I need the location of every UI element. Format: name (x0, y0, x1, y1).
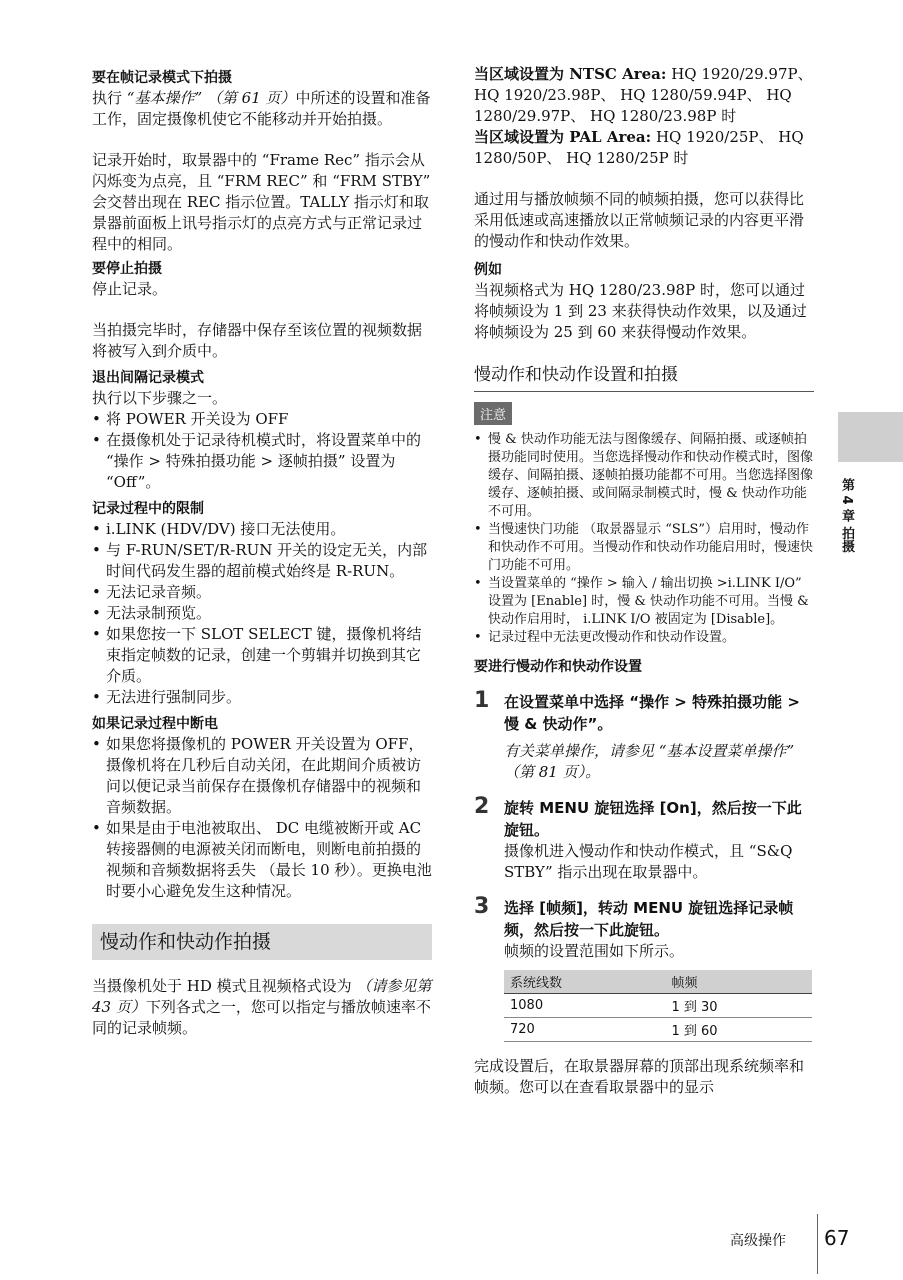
text: 执行 (92, 89, 127, 107)
step-number: 1 (474, 688, 490, 713)
paragraph: 停止记录。 (92, 280, 168, 298)
step-title: 在设置菜单中选择 “操作 > 特殊拍摄功能 > 慢 & 快动作”。 (504, 693, 800, 733)
paragraph: 记录开始时，取景器中的 “Frame Rec” 指示会从闪烁变为点亮，且 “FRM REC” 和 “FRM STBY” 会交替出现在 REC 指示位置。TALLY 指示灯和取景器前面板上讯号指示灯的点亮方式与正常记录过程中的相同。 (92, 151, 431, 253)
table-row (504, 994, 812, 1018)
bullet-list (92, 409, 432, 493)
heading: 退出间隔记录模式 (92, 370, 204, 386)
step-number: 3 (474, 894, 490, 919)
table-cell: 1080 (504, 994, 665, 1018)
page-number: 67 (824, 1226, 850, 1250)
table-cell: 1 到 30 (665, 994, 812, 1018)
bullet-list (92, 519, 432, 708)
note-item: • 记录过程中无法更改慢动作和快动作设置。 (474, 629, 814, 647)
text: 中所述的设置和准备工作，固定摄像机使它不能移动并开始拍摄。 (92, 89, 431, 128)
list-item: • 如果是由于电池被取出、 DC 电缆被断开或 AC 转接器侧的电源被关闭而断电，则断电前拍摄的视频和音频数据将丢失 （最长 10 秒）。更换电池时要小心避免发生这种情况。 (92, 818, 432, 902)
column-header: 帧频 (665, 970, 812, 994)
section-heading: 慢动作和快动作拍摄 (92, 924, 432, 960)
paragraph (92, 88, 432, 130)
table-cell: 1 到 60 (665, 1018, 812, 1042)
list-item: • 如果您按一下 SLOT SELECT 键，摄像机将结束指定帧数的记录，创建一个剪辑并切换到其它介质。 (92, 624, 432, 687)
right-column (474, 64, 814, 1098)
step-3 (474, 894, 814, 962)
step-title: 旋转 MENU 旋钮选择 [On]，然后按一下此旋钮。 (504, 799, 802, 839)
step-number: 2 (474, 794, 490, 819)
table-header-row (504, 970, 812, 994)
heading: 例如 (474, 262, 502, 278)
footer-section-label: 高级操作 (730, 1233, 786, 1249)
area-pal (474, 127, 814, 169)
step-title: 选择 [帧频]，转动 MENU 旋钮选择记录帧频，然后按一下此旋钮。 (504, 899, 794, 939)
list-item: • 如果您将摄像机的 POWER 开关设置为 OFF，摄像机将在几秒后自动关闭，在此期间介质被访问以便记录当前保存在摄像机存储器中的视频和音频数据。 (92, 734, 432, 818)
value: HQ 1920/25P、 HQ 1280/50P、 HQ 1280/25P 时 (474, 128, 804, 167)
paragraph (92, 976, 432, 1039)
link-ref: “基本操作” （第 61 页） (126, 89, 296, 107)
label: 当区域设置为 PAL Area: (474, 128, 652, 146)
note-item: • 当设置菜单的 “操作 > 输入 / 输出切换 >i.LINK I/O” 设置为 [Enable] 时，慢 & 快动作功能不可用。当慢 & 快动作启用时， i.LINK I/O 被固定为 [Disable]。 (474, 575, 814, 629)
list-item: • i.LINK (HDV/DV) 接口无法使用。 (92, 519, 432, 540)
bullet-list (92, 734, 432, 902)
column-header: 系统线数 (504, 970, 665, 994)
note-item: • 当慢速快门功能 （取景器显示 “SLS”）启用时，慢动作和快动作不可用。当慢动作和快动作功能启用时，慢速快门功能不可用。 (474, 521, 814, 575)
list-item: • 在摄像机处于记录待机模式时，将设置菜单中的 “操作 > 特殊拍摄功能 > 逐帧拍摄” 设置为 “Off”。 (92, 430, 432, 493)
chapter-label: 第 4 章 拍摄 (839, 478, 854, 553)
list-item: • 与 F-RUN/SET/R-RUN 开关的设定无关，内部时间代码发生器的超前模式始终是 R-RUN。 (92, 540, 432, 582)
step-body: 帧频的设置范围如下所示。 (504, 942, 685, 960)
step-body: 摄像机进入慢动作和快动作模式，且 “S&Q STBY” 指示出现在取景器中。 (504, 842, 793, 881)
heading: 要在帧记录模式下拍摄 (92, 70, 232, 86)
paragraph: 当视频格式为 HQ 1280/23.98P 时，您可以通过将帧频设为 1 到 23 来获得快动作效果，以及通过将帧频设为 25 到 60 来获得慢动作效果。 (474, 281, 807, 341)
heading: 如果记录过程中断电 (92, 716, 218, 732)
list-item: • 无法录制预览。 (92, 603, 432, 624)
step-1 (474, 688, 814, 783)
heading: 要停止拍摄 (92, 261, 162, 277)
list-item: • 将 POWER 开关设为 OFF (92, 409, 432, 430)
paragraph: 当拍摄完毕时，存储器中保存至该位置的视频数据将被写入到介质中。 (92, 321, 423, 360)
link-ref: （请参见第 43 页） (92, 977, 432, 1016)
paragraph: 通过用与播放帧频不同的帧频拍摄，您可以获得比采用低速或高速播放以正常帧频记录的内容更平滑的慢动作和快动作效果。 (474, 190, 805, 250)
table-row (504, 1018, 812, 1042)
paragraph: 执行以下步骤之一。 (92, 389, 228, 407)
paragraph: 完成设置后，在取景器屏幕的顶部出现系统频率和帧频。您可以在查看取景器中的显示 (474, 1057, 805, 1096)
left-column (92, 64, 432, 1039)
area-ntsc (474, 64, 814, 127)
text: 当摄像机处于 HD 模式且视频格式设为 (92, 977, 357, 995)
step-body: 有关菜单操作，请参见 “基本设置菜单操作” （第 81 页）。 (504, 742, 795, 781)
value: HQ 1920/29.97P、 HQ 1920/23.98P、 HQ 1280/59.94P、 HQ 1280/29.97P、 HQ 1280/23.98P 时 (474, 65, 813, 125)
text: 下列各式之一，您可以指定与播放帧速率不同的记录帧频。 (92, 998, 431, 1037)
label: 当区域设置为 NTSC Area: (474, 65, 667, 83)
frame-rate-table (504, 970, 812, 1042)
chapter-tab (838, 412, 903, 462)
section-heading: 慢动作和快动作设置和拍摄 (474, 357, 814, 392)
note-list (474, 431, 814, 647)
step-2 (474, 794, 814, 883)
list-item: • 无法记录音频。 (92, 582, 432, 603)
heading: 记录过程中的限制 (92, 501, 204, 517)
note-badge: 注意 (474, 402, 512, 425)
heading: 要进行慢动作和快动作设置 (474, 659, 642, 675)
table-cell: 720 (504, 1018, 665, 1042)
note-item: • 慢 & 快动作功能无法与图像缓存、间隔拍摄、或逐帧拍摄功能同时使用。当您选择慢动作和快动作模式时，图像缓存、间隔拍摄、逐帧拍摄功能都不可用。当您选择图像缓存、逐帧拍摄、或间隔录制模式时，慢 & 快动作功能不可用。 (474, 431, 814, 521)
footer-divider (817, 1214, 818, 1274)
list-item: • 无法进行强制同步。 (92, 687, 432, 708)
